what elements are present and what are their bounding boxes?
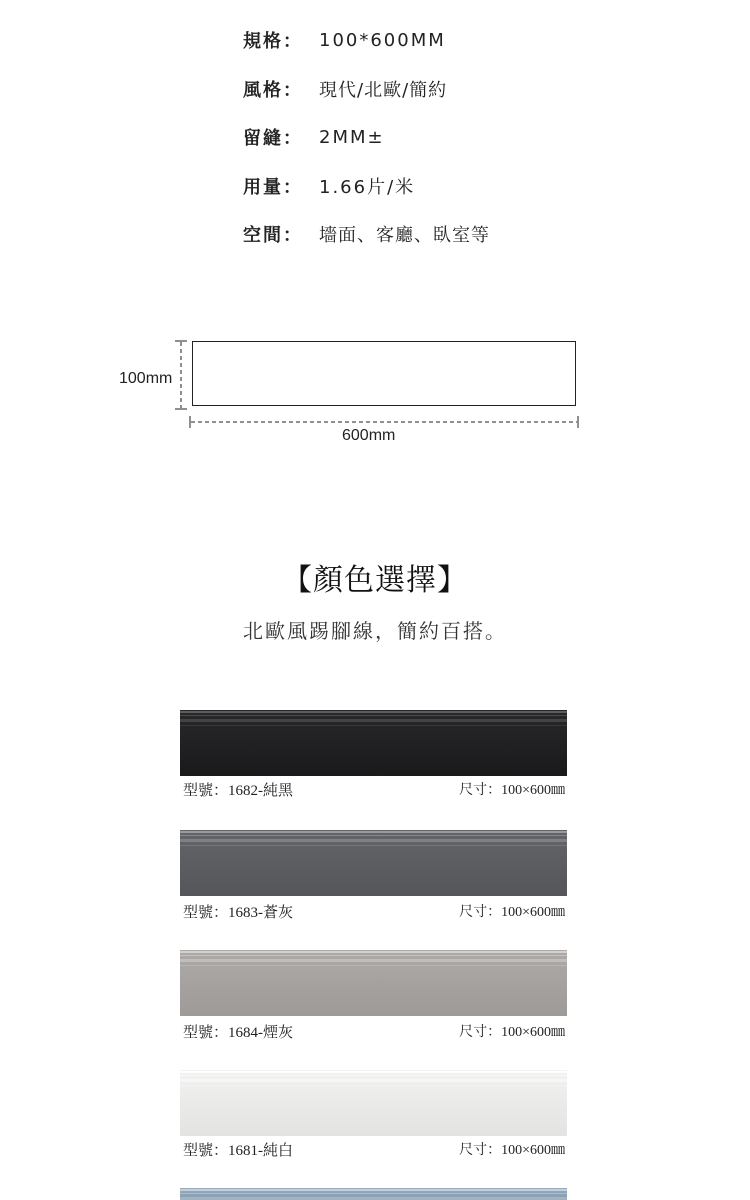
swatch-caption [183, 1139, 565, 1161]
swatch-image-blue [180, 1188, 567, 1200]
dimension-diagram [0, 330, 750, 460]
swatch-model: 型號：1683-蒼灰 [183, 905, 293, 921]
spec-value: 1.66片/米 [319, 177, 416, 198]
swatch-image-slate-gray [180, 830, 567, 896]
swatch-model: 型號：1682-純黑 [183, 783, 293, 799]
tile-outline [192, 341, 576, 406]
spec-value: 2MM± [319, 126, 385, 148]
spec-row-gap [243, 124, 385, 150]
spec-row-cut-off [243, 0, 403, 12]
spec-value: 墻面、客廳、臥室等 [319, 225, 490, 246]
swatch-shading [180, 1070, 567, 1136]
spec-label: 風格： [243, 80, 303, 101]
swatch-shading [180, 950, 567, 1016]
spec-row-space [243, 221, 490, 247]
height-label: 100mm [119, 370, 173, 387]
spec-label: 空間： [243, 225, 303, 246]
spec-label: 用量： [243, 177, 303, 198]
swatch-image-black [180, 710, 567, 776]
spec-value: 100*600MM [319, 29, 446, 51]
swatch-caption [183, 901, 565, 923]
spec-row-usage [243, 173, 415, 199]
swatch-size: 尺寸：100×600㎜ [459, 905, 565, 920]
swatch-shading [180, 830, 567, 896]
spec-label: 規格： [243, 31, 303, 52]
swatch-size: 尺寸：100×600㎜ [459, 783, 565, 798]
swatch-shading [180, 1188, 567, 1200]
swatch-size: 尺寸：100×600㎜ [459, 1025, 565, 1040]
section-subtitle: 北歐風踢腳線，簡約百搭。 [243, 619, 507, 643]
section-title: 【顏色選擇】 [282, 563, 468, 598]
spec-value: 現代/北歐/簡約 [319, 80, 448, 101]
swatch-model: 型號：1684-煙灰 [183, 1025, 293, 1041]
swatch-model: 型號：1681-純白 [183, 1143, 293, 1159]
spec-row-style [243, 76, 447, 102]
swatch-size: 尺寸：100×600㎜ [459, 1143, 565, 1158]
swatch-shading [180, 710, 567, 776]
width-label: 600mm [342, 427, 396, 444]
swatch-image-smoke-gray [180, 950, 567, 1016]
swatch-caption [183, 779, 565, 801]
swatch-caption [183, 1021, 565, 1043]
spec-row-size [243, 27, 446, 53]
swatch-image-white [180, 1070, 567, 1136]
spec-label: 留縫： [243, 128, 303, 149]
